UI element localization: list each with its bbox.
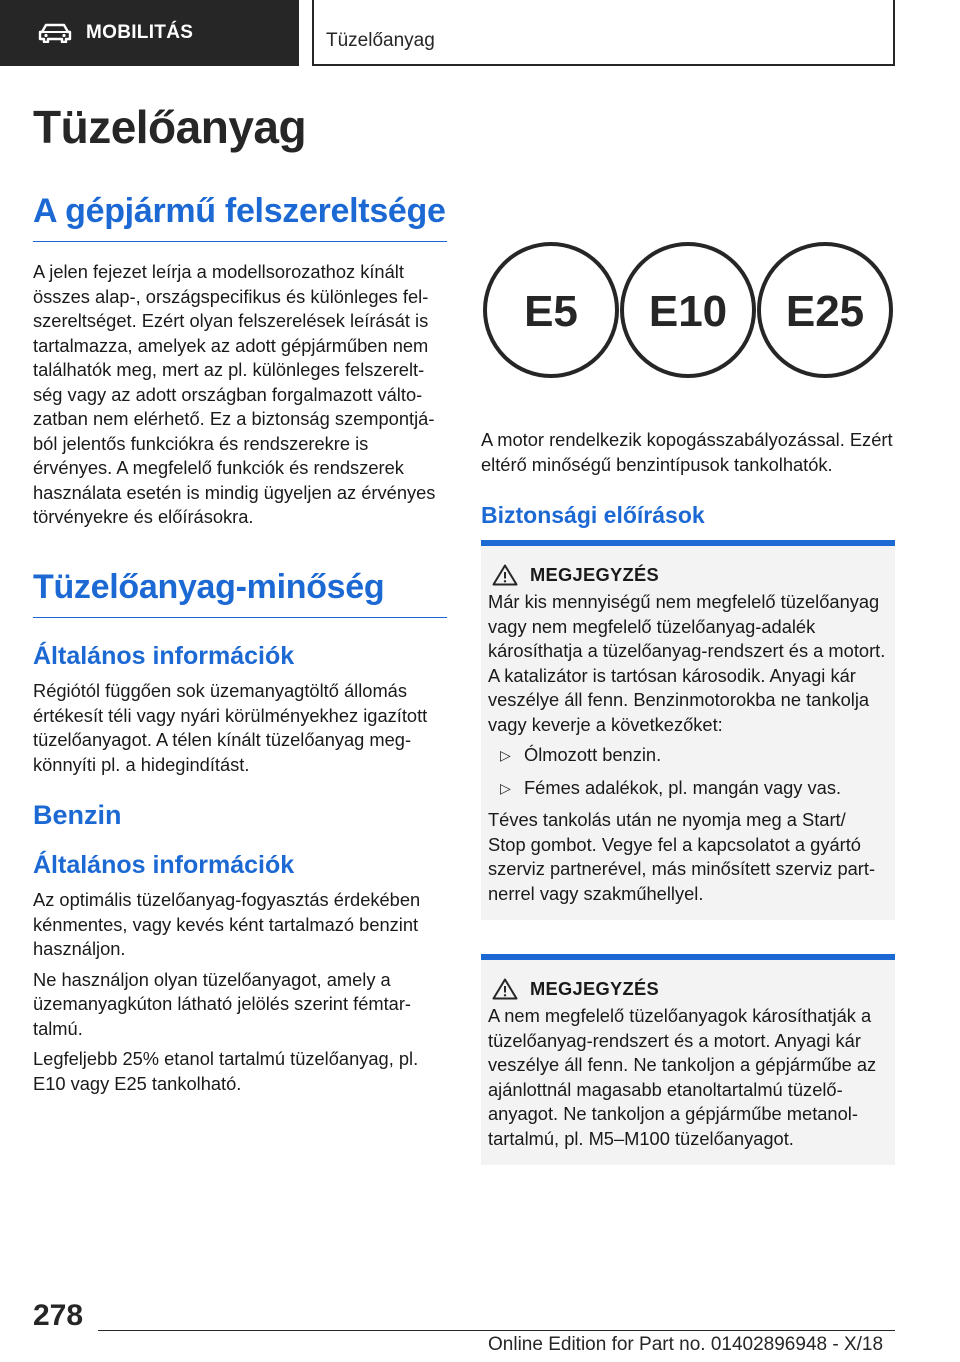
footer-divider: [98, 1330, 895, 1331]
sign-e10-label: E10: [648, 287, 728, 336]
sign-e5: [485, 244, 617, 376]
petrol-text-2: Ne használjon olyan tüzelőanyagot, amely a üzemanyagkúton látható jelölés szerint fémtartalmú.: [33, 968, 412, 1039]
petrol-general-heading: Általános információk: [33, 851, 295, 879]
petrol-section: [33, 800, 447, 1096]
equipment-text: A jelen fejezet leírja a modellsorozathoz kínált összes alap-, országspecifikus és különleges felszereltséget. Ezért olyan felszerelések leírását is tartalmazza, amelyek az adott gépjárműben nem találhatók meg, mert az pl. különleges felszereltség vagy az adott országban forgalmazott változatban nem elérhető. Ez a biztonság szempontjából jelentős funkciókra és rendszerekre is érvényes. A megfelelő funkciók és rendszerek használata esetén is mindig ügyeljen az érvényes törvényekre és előírásokra.: [33, 261, 436, 527]
sign-e5-label: E5: [524, 287, 578, 336]
list-item: ▷ Ólmozott benzin.: [488, 743, 888, 768]
safety-heading: Biztonsági előírások: [481, 502, 705, 528]
note-2-text: A nem megfelelő tüzelőanyagok károsíthatják a tüzelőanyag-rendszert és a motort. Anyagi kár veszélye áll fenn. Ne tankoljon a gépjárműbe az ajánlottnál magasabb etanoltartalmú tüzelőanyagot. Ne tankoljon a gépjárműbe metanoltartalmú, pl. M5–M100 tüzelőanyagot.: [488, 1005, 877, 1149]
sign-e10: [622, 244, 754, 376]
petrol-text-3: Legfeljebb 25% etanol tartalmú tüzelőanyag, pl. E10 vagy E25 tankolható.: [33, 1048, 419, 1094]
note-1-label: MEGJEGYZÉS: [530, 564, 659, 585]
knock-control-text: A motor rendelkezik kopogásszabályozással. Ezért eltérő minőségű benzintípusok tankolhatók.: [481, 429, 893, 475]
bullet-triangle-icon: ▷: [500, 747, 511, 763]
equipment-section: [33, 192, 447, 530]
quality-heading: Tüzelőanyag-minőség: [33, 568, 447, 618]
warning-icon: [492, 978, 518, 1000]
sign-e25-label: E25: [785, 287, 865, 336]
fuel-grade-signs: [481, 238, 895, 388]
section-tab: Tüzelőanyag: [312, 0, 895, 66]
equipment-heading: A gépjármű felszereltsége: [33, 192, 447, 242]
note-1-list: [488, 743, 888, 800]
petrol-text-1: Az optimális tüzelőanyag-fogyasztás érdekében kénmentes, vagy kevés ként tartalmazó benzint használjon.: [33, 889, 421, 959]
list-item: ▷ Fémes adalékok, pl. mangán vagy vas.: [488, 776, 888, 801]
chapter-tab[interactable]: [0, 0, 299, 66]
bullet-triangle-icon: ▷: [500, 779, 511, 796]
note-box-1: [481, 540, 895, 920]
chapter-label: MOBILITÁS: [86, 22, 194, 43]
petrol-heading: Benzin: [33, 800, 122, 830]
quality-general-text: Régiótól függően sok üzemanyagtöltő állomás értékesít téli vagy nyári körülményekhez igazított tüzelőanyagot. A télen kínált tüzelőanyag megkönnyíti pl. a hidegindítást.: [33, 680, 428, 775]
warning-icon: [492, 564, 518, 586]
quality-section: [33, 568, 447, 777]
note-1-text-2: Téves tankolás után ne nyomja meg a Start/ Stop gombot. Vegye fel a kapcsolatot a gyártó szerviz partnerével, más minősített szerviz partnerrel vagy szakműhellyel.: [488, 809, 876, 904]
note-box-2: [481, 954, 895, 1165]
car-icon: [38, 23, 72, 43]
page-number: 278: [33, 1299, 84, 1332]
note-2-label: MEGJEGYZÉS: [530, 978, 659, 999]
note-1-text: Már kis mennyiségű nem megfelelő tüzelőanyag vagy nem megfelelő tüzelőanyag-adalék károsíthatja a tüzelőanyag-rendszert és a motort. A katalizátor is tartósan károsodik. Anyagi kár veszélye áll fenn. Benzinmotorokba ne tankolja vagy keverje a következőket:: [488, 591, 886, 735]
page-title: Tüzelőanyag: [33, 101, 307, 153]
sign-e25: [759, 244, 891, 376]
footer-edition: Online Edition for Part no. 01402896948 - X/18: [488, 1334, 884, 1355]
quality-general-heading: Általános információk: [33, 642, 295, 670]
